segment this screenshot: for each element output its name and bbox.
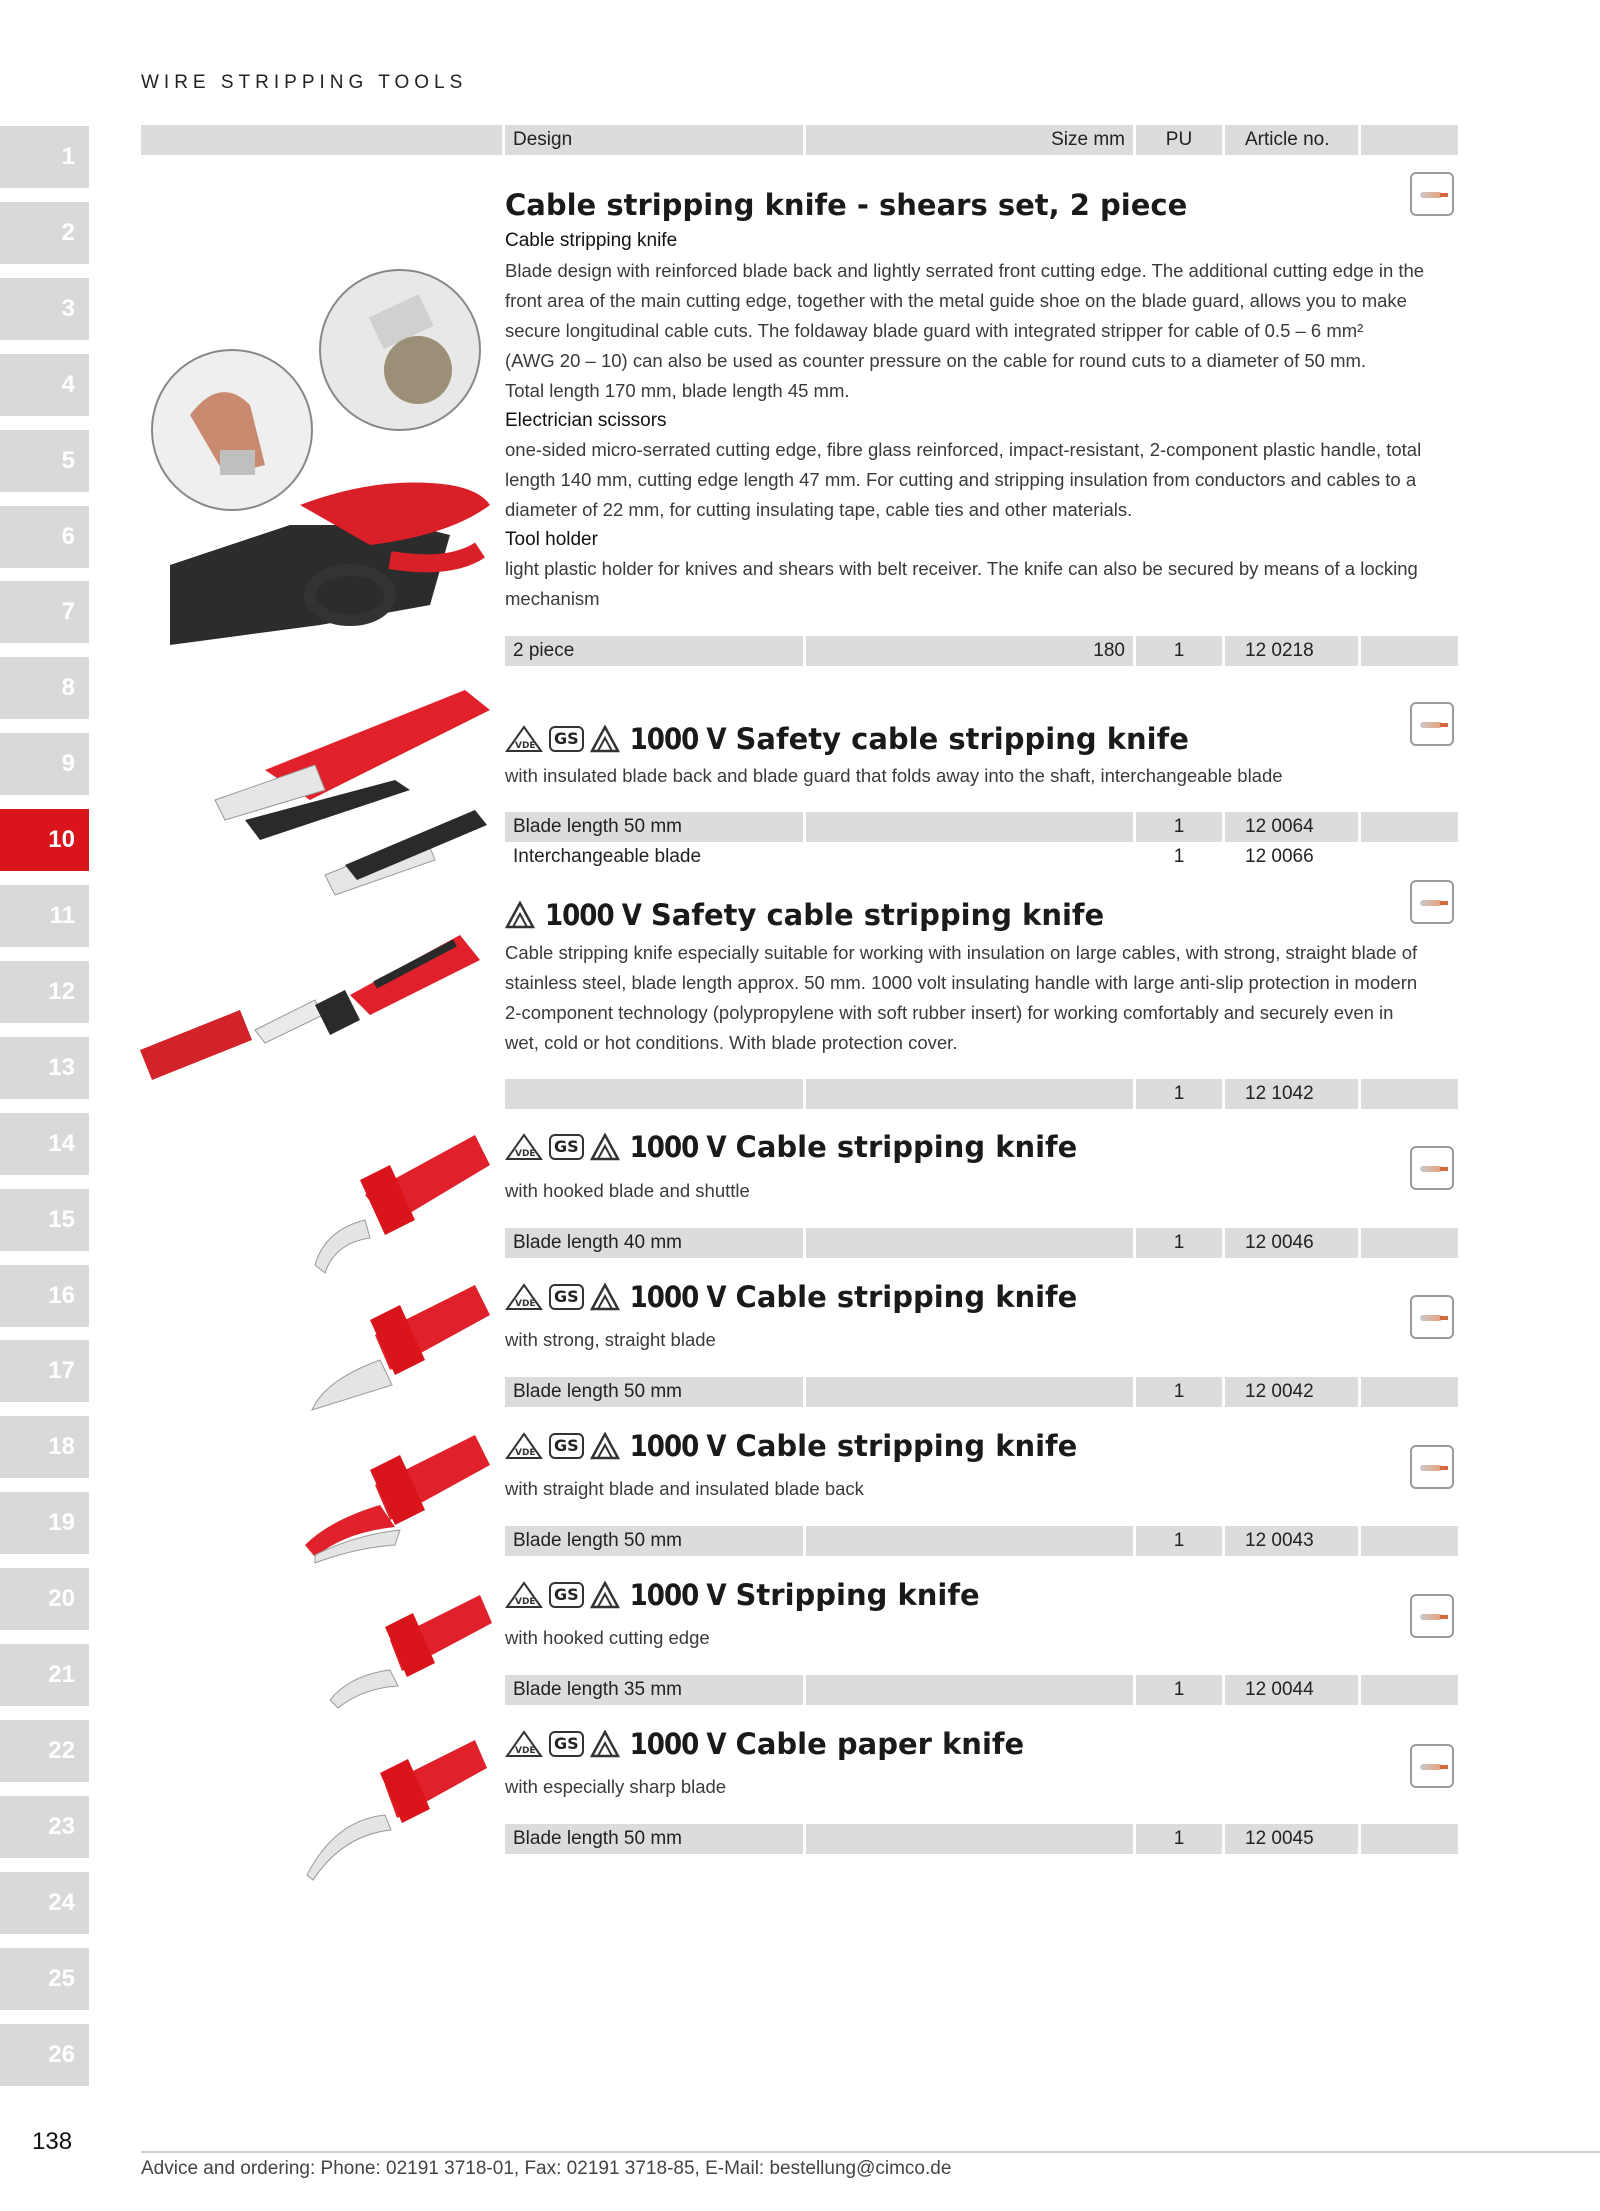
insulation-triangle-icon [590,1133,620,1161]
row-pu: 1 [1136,1526,1222,1556]
product-title [505,1578,980,1612]
desc-line: 2-component technology (polypropylene with soft rubber insert) for working comfortably and securely even in [505,1002,1394,1023]
product-description: with insulated blade back and blade guard that folds away into the shaft, interchangeable blade [505,765,1283,786]
row-blank [1361,1824,1458,1854]
header-left-bar [141,125,502,155]
row-design: Blade length 50 mm [505,812,803,842]
desc-line: front area of the main cutting edge, together with the metal guide shoe on the blade guard, allows you to make [505,290,1407,311]
cable-icon [1410,1744,1454,1788]
table-row [505,1377,1458,1407]
shears-set-image [150,265,495,655]
product-name: Cable paper knife [735,1727,1025,1761]
vde-mark-icon [505,1730,543,1758]
row-article: 12 0218 [1225,636,1358,666]
chapter-tab-11[interactable]: 11 [0,885,89,947]
row-size [806,1675,1133,1705]
desc-line: length 140 mm, cutting edge length 47 mm. For cutting and stripping insulation from conductors and cables to a [505,469,1417,490]
product-description: with strong, straight blade [505,1329,716,1350]
product-name: Cable stripping knife [735,1429,1078,1463]
row-design: Blade length 35 mm [505,1675,803,1705]
desc-line: secure longitudinal cable cuts. The foldaway blade guard with integrated stripper for cable of 0.5 – 6 mm² [505,320,1364,341]
insulation-triangle-icon [590,1432,620,1460]
cable-paper-knife-image [300,1735,495,1885]
footer-contact: Advice and ordering: Phone: 02191 3718-01, Fax: 02191 3718-85, E-Mail: bestellung@cimco.de [141,2158,952,2179]
chapter-tab-26[interactable]: 26 [0,2024,89,2086]
row-article: 12 0046 [1225,1228,1358,1258]
desc-line: wet, cold or hot conditions. With blade protection cover. [505,1032,958,1053]
table-row [505,1079,1458,1109]
voltage-label: 1000 V [629,1578,726,1612]
row-size: 180 [806,636,1133,666]
voltage-label: 1000 V [629,1727,726,1761]
product-title [505,898,1104,932]
product-title [505,1727,1024,1761]
chapter-tab-9[interactable]: 9 [0,733,89,795]
section-title: WIRE STRIPPING TOOLS [141,72,468,93]
desc-line: stainless steel, blade length approx. 50 mm. 1000 volt insulating handle with large anti-slip protection in modern [505,972,1418,993]
row-pu: 1 [1136,812,1222,842]
row-pu: 1 [1136,636,1222,666]
gs-mark-icon: GS [549,1134,584,1160]
desc-line: diameter of 22 mm, for cutting insulating tape, cable ties and other materials. [505,499,1133,520]
subsection-heading: Cable stripping knife [505,230,678,251]
row-pu: 1 [1136,1824,1222,1854]
row-blank [1361,1079,1458,1109]
header-blank [1361,125,1458,155]
cable-icon [1410,1594,1454,1638]
approval-marks [505,1133,620,1161]
straight-knife-image [305,1275,495,1415]
table-row [505,1526,1458,1556]
row-design: Blade length 50 mm [505,1824,803,1854]
row-article: 12 0044 [1225,1675,1358,1705]
chapter-tab-14[interactable]: 14 [0,1113,89,1175]
voltage-label: 1000 V [629,1429,726,1463]
voltage-label: 1000 V [629,1130,726,1164]
subsection-heading: Tool holder [505,529,598,550]
row-size [806,1377,1133,1407]
footer-divider [141,2151,1600,2153]
row-pu: 1 [1136,1675,1222,1705]
row-blank [1361,1377,1458,1407]
desc-line: mechanism [505,588,600,609]
row-size [806,1228,1133,1258]
table-row [505,1824,1458,1854]
voltage-label: 1000 V [545,898,641,932]
gs-mark-icon: GS [549,726,584,752]
product-description: with especially sharp blade [505,1776,727,1797]
voltage-label: 1000 V [629,722,726,756]
row-blank [1361,636,1458,666]
chapter-tab-17[interactable]: 17 [0,1340,89,1402]
row-size [806,842,1133,872]
desc-line: one-sided micro-serrated cutting edge, fibre glass reinforced, impact-resistant, 2-component plastic handle, total [505,439,1422,460]
vde-mark-icon [505,1432,543,1460]
page-number: 138 [32,2128,73,2155]
row-design: 2 piece [505,636,803,666]
gs-mark-icon: GS [549,1731,584,1757]
row-article: 12 0043 [1225,1526,1358,1556]
row-blank [1361,812,1458,842]
product-description: with straight blade and insulated blade back [505,1478,864,1499]
cable-icon [1410,1445,1454,1489]
product-description [505,938,1440,1058]
row-size [806,812,1133,842]
chapter-tab-5[interactable]: 5 [0,430,89,492]
chapter-tab-18[interactable]: 18 [0,1416,89,1478]
hooked-stripping-knife-image [320,1585,495,1715]
vde-mark-label: VDE [515,1149,536,1159]
chapter-tab-7[interactable]: 7 [0,581,89,643]
product-description [505,256,1440,406]
vde-mark-icon [505,1283,543,1311]
vde-mark-label: VDE [515,1597,536,1607]
vde-mark-icon [505,725,543,753]
chapter-tab-10[interactable]: 10 [0,809,89,871]
insulation-triangle-icon [590,1581,620,1609]
voltage-label: 1000 V [629,1280,726,1314]
vde-mark-label: VDE [515,1299,536,1309]
insulation-triangle-icon [590,1730,620,1758]
chapter-tab-23[interactable]: 23 [0,1796,89,1858]
row-pu: 1 [1173,846,1185,867]
chapter-tab-19[interactable]: 19 [0,1492,89,1554]
chapter-tab-20[interactable]: 20 [0,1568,89,1630]
vde-mark-label: VDE [515,741,536,751]
approval-marks [505,1581,620,1609]
chapter-tab-8[interactable]: 8 [0,657,89,719]
insulation-triangle-icon [590,1283,620,1311]
insulation-triangle-icon [505,901,535,929]
gs-mark-icon: GS [549,1284,584,1310]
row-blank [1361,1675,1458,1705]
header-article: Article no. [1225,125,1358,155]
product-title [505,722,1189,756]
insulated-back-knife-image [300,1425,495,1585]
product-name: Cable stripping knife [735,1280,1078,1314]
product-name: Stripping knife [735,1578,980,1612]
desc-line: (AWG 20 – 10) can also be used as counter pressure on the cable for round cuts to a diameter of 50 mm. [505,350,1367,371]
table-row [505,1228,1458,1258]
row-article: 12 0045 [1225,1824,1358,1854]
chapter-tab-22[interactable]: 22 [0,1720,89,1782]
chapter-tab-12[interactable]: 12 [0,961,89,1023]
row-design [505,1079,803,1109]
row-blank [1361,842,1458,872]
chapter-tab-24[interactable]: 24 [0,1872,89,1934]
product-description [505,435,1440,525]
chapter-tab-16[interactable]: 16 [0,1265,89,1327]
cable-icon [1410,880,1454,924]
desc-line: Total length 170 mm, blade length 45 mm. [505,380,850,401]
row-size [806,1526,1133,1556]
row-pu: 1 [1136,1079,1222,1109]
product-description: with hooked blade and shuttle [505,1180,750,1201]
hooked-knife-image [305,1125,495,1280]
table-row [505,1675,1458,1705]
vde-mark-label: VDE [515,1746,536,1756]
row-article: 12 1042 [1225,1079,1358,1109]
row-design: Blade length 40 mm [505,1228,803,1258]
vde-mark-icon [505,1581,543,1609]
chapter-tab-15[interactable]: 15 [0,1189,89,1251]
vde-mark-icon [505,1133,543,1161]
row-pu: 1 [1136,1228,1222,1258]
row-size [806,1824,1133,1854]
cable-icon [1410,1146,1454,1190]
product-title [505,1130,1077,1164]
gs-mark-icon: GS [549,1582,584,1608]
row-pu: 1 [1136,1377,1222,1407]
vde-mark-label: VDE [515,1448,536,1458]
chapter-tab-21[interactable]: 21 [0,1644,89,1706]
table-row [505,842,1458,872]
desc-line: Blade design with reinforced blade back and lightly serrated front cutting edge. The additional cutting edge in the [505,260,1425,281]
approval-marks [505,1283,620,1311]
product-name: Safety cable stripping knife [650,898,1105,932]
approval-marks [505,1432,620,1460]
cable-icon [1410,172,1454,216]
row-blank [1361,1526,1458,1556]
row-article: 12 0064 [1225,812,1358,842]
insulation-triangle-icon [590,725,620,753]
row-design: Blade length 50 mm [505,1377,803,1407]
subsection-heading: Electrician scissors [505,410,667,431]
product-title [505,1429,1077,1463]
chapter-tab-13[interactable]: 13 [0,1037,89,1099]
row-design: Interchangeable blade [513,846,702,867]
desc-line: light plastic holder for knives and shears with belt receiver. The knife can also be secured by means of a locking [505,558,1418,579]
row-article: 12 0066 [1245,846,1314,867]
chapter-tab-6[interactable]: 6 [0,506,89,568]
chapter-tab-4[interactable]: 4 [0,354,89,416]
approval-marks [505,1730,620,1758]
safety-knife-image [205,690,495,905]
product-description [505,554,1440,614]
chapter-tab-3[interactable]: 3 [0,278,89,340]
knife-with-cover-image [135,900,495,1095]
approval-marks [505,725,620,753]
header-size: Size mm [806,125,1133,155]
header-design: Design [505,125,803,155]
cable-icon [1410,702,1454,746]
chapter-tab-2[interactable]: 2 [0,202,89,264]
product-title: Cable stripping knife - shears set, 2 piece [505,188,1188,222]
table-header [505,125,1458,155]
product-name: Cable stripping knife [735,1130,1078,1164]
table-row [505,636,1458,666]
row-size [806,1079,1133,1109]
header-pu: PU [1136,125,1222,155]
row-design: Blade length 50 mm [505,1526,803,1556]
product-title [505,1280,1077,1314]
row-blank [1361,1228,1458,1258]
row-article: 12 0042 [1225,1377,1358,1407]
product-description: with hooked cutting edge [505,1627,710,1648]
table-row [505,812,1458,842]
cable-icon [1410,1295,1454,1339]
chapter-tab-25[interactable]: 25 [0,1948,89,2010]
chapter-tab-1[interactable]: 1 [0,126,89,188]
gs-mark-icon: GS [549,1433,584,1459]
desc-line: Cable stripping knife especially suitable for working with insulation on large cables, with strong, straight blade of [505,942,1418,963]
product-name: Safety cable stripping knife [735,722,1189,756]
